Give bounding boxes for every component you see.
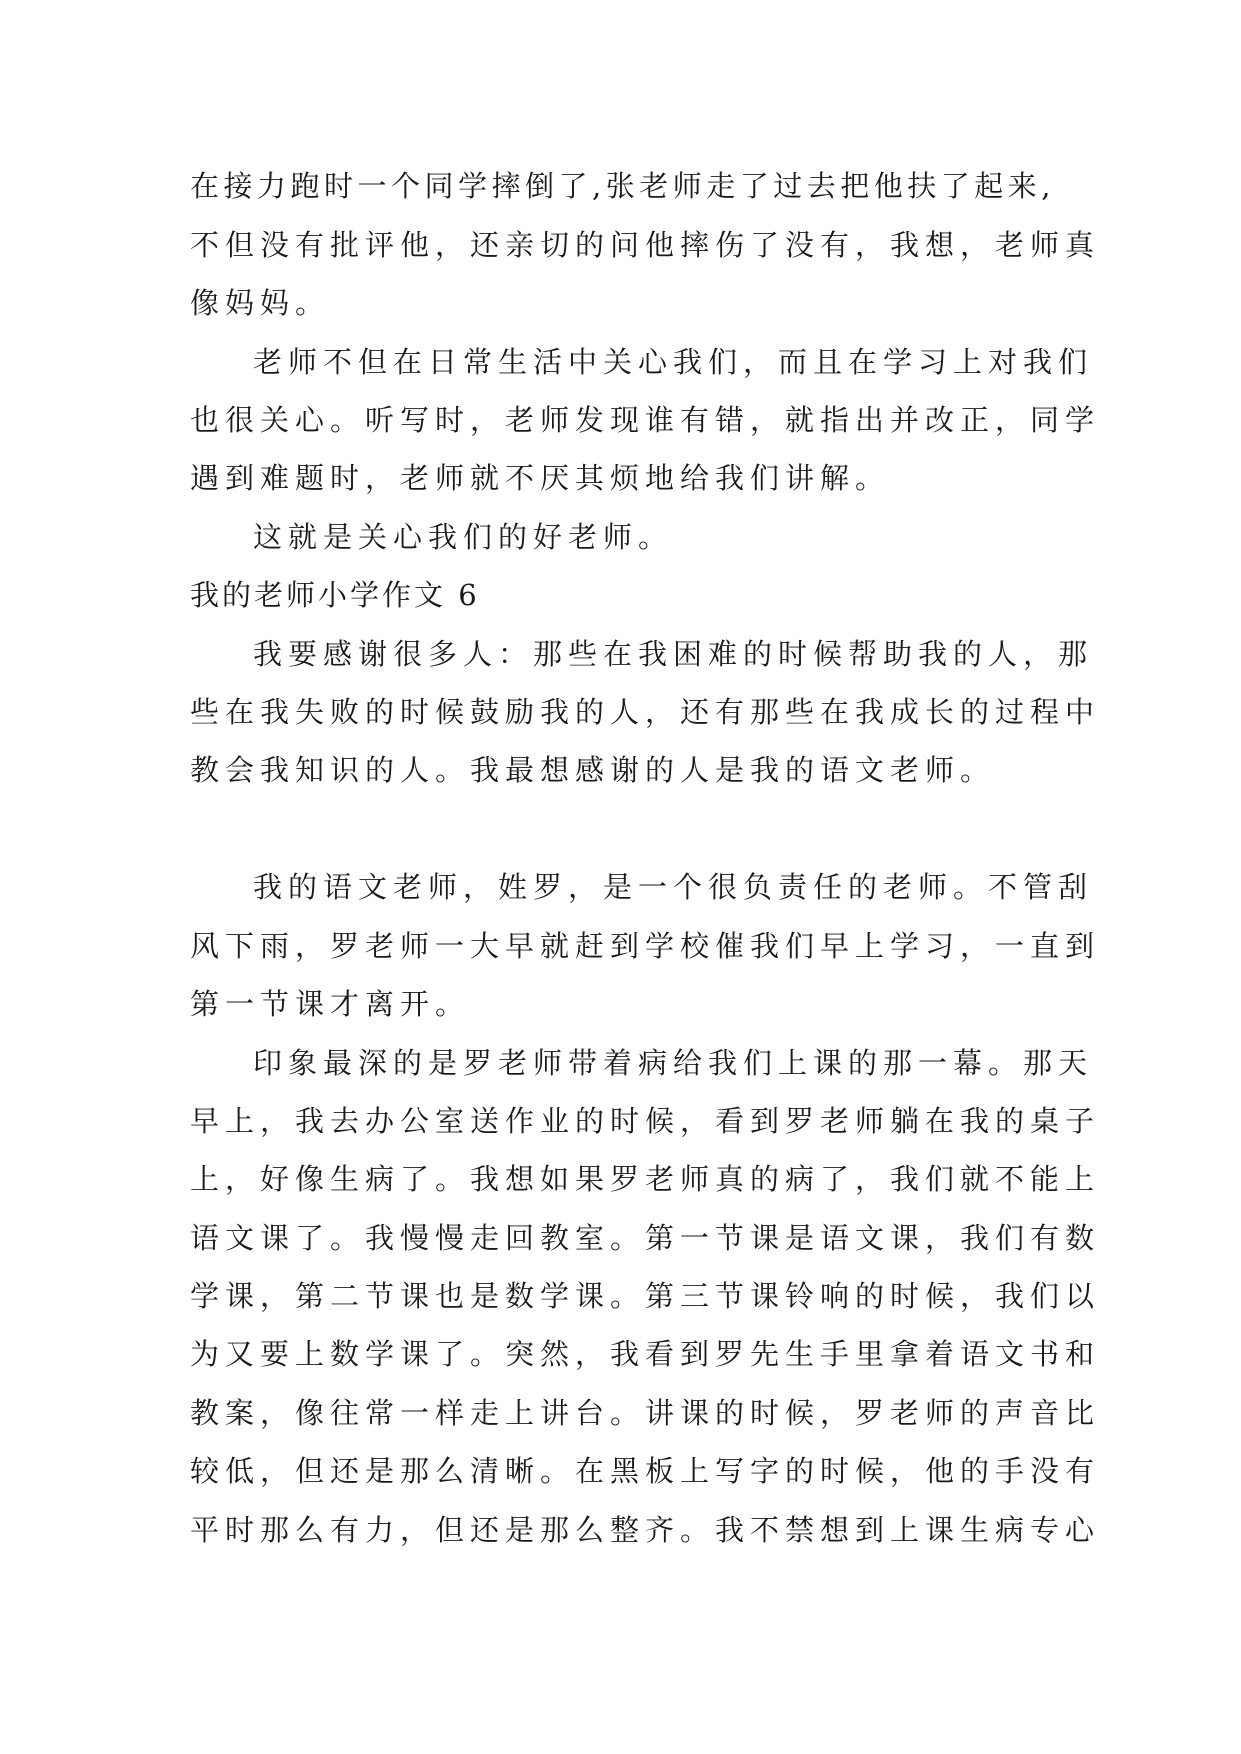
text-line: 像妈妈。 bbox=[190, 286, 331, 320]
text-line: 风下雨，罗老师一大早就赶到学校催我们早上学习，一直到 bbox=[190, 929, 1101, 963]
text-line: 早上，我去办公室送作业的时候，看到罗老师躺在我的桌子 bbox=[190, 1104, 1101, 1138]
text-line: 不但没有批评他，还亲切的问他摔伤了没有，我想，老师真 bbox=[190, 228, 1101, 262]
paragraph-start-line: 这就是关心我们的好老师。 bbox=[253, 520, 674, 554]
paragraph-start-line: 老师不但在日常生活中关心我们，而且在学习上对我们 bbox=[253, 345, 1094, 379]
text-line: 平时那么有力，但还是那么整齐。我不禁想到上课生病专心 bbox=[190, 1513, 1101, 1547]
text-line: 也很关心。听写时，老师发现谁有错，就指出并改正，同学 bbox=[190, 403, 1101, 437]
text-line: 为又要上数学课了。突然，我看到罗先生手里拿着语文书和 bbox=[190, 1337, 1101, 1371]
text-line: 学课，第二节课也是数学课。第三节课铃响的时候，我们以 bbox=[190, 1279, 1101, 1313]
text-line: 上，好像生病了。我想如果罗老师真的病了，我们就不能上 bbox=[190, 1162, 1101, 1196]
text-line: 在接力跑时一个同学摔倒了,张老师走了过去把他扶了起来, bbox=[190, 169, 1055, 203]
text-line: 教案，像往常一样走上讲台。讲课的时候，罗老师的声音比 bbox=[190, 1396, 1101, 1430]
paragraph-start-line: 印象最深的是罗老师带着病给我们上课的那一幕。那天 bbox=[253, 1046, 1094, 1080]
text-line: 遇到难题时，老师就不厌其烦地给我们讲解。 bbox=[190, 461, 891, 495]
section-heading: 我的老师小学作文 6 bbox=[190, 578, 480, 612]
text-line: 较低，但还是那么清晰。在黑板上写字的时候，他的手没有 bbox=[190, 1454, 1101, 1488]
text-line: 语文课了。我慢慢走回教室。第一节课是语文课，我们有数 bbox=[190, 1221, 1101, 1255]
text-line: 教会我知识的人。我最想感谢的人是我的语文老师。 bbox=[190, 753, 996, 787]
paragraph-start-line: 我要感谢很多人：那些在我困难的时候帮助我的人，那 bbox=[253, 637, 1094, 671]
text-line: 第一节课才离开。 bbox=[190, 987, 471, 1021]
paragraph-start-line: 我的语文老师，姓罗，是一个很负责任的老师。不管刮 bbox=[253, 870, 1094, 904]
text-line: 些在我失败的时候鼓励我的人，还有那些在我成长的过程中 bbox=[190, 695, 1101, 729]
